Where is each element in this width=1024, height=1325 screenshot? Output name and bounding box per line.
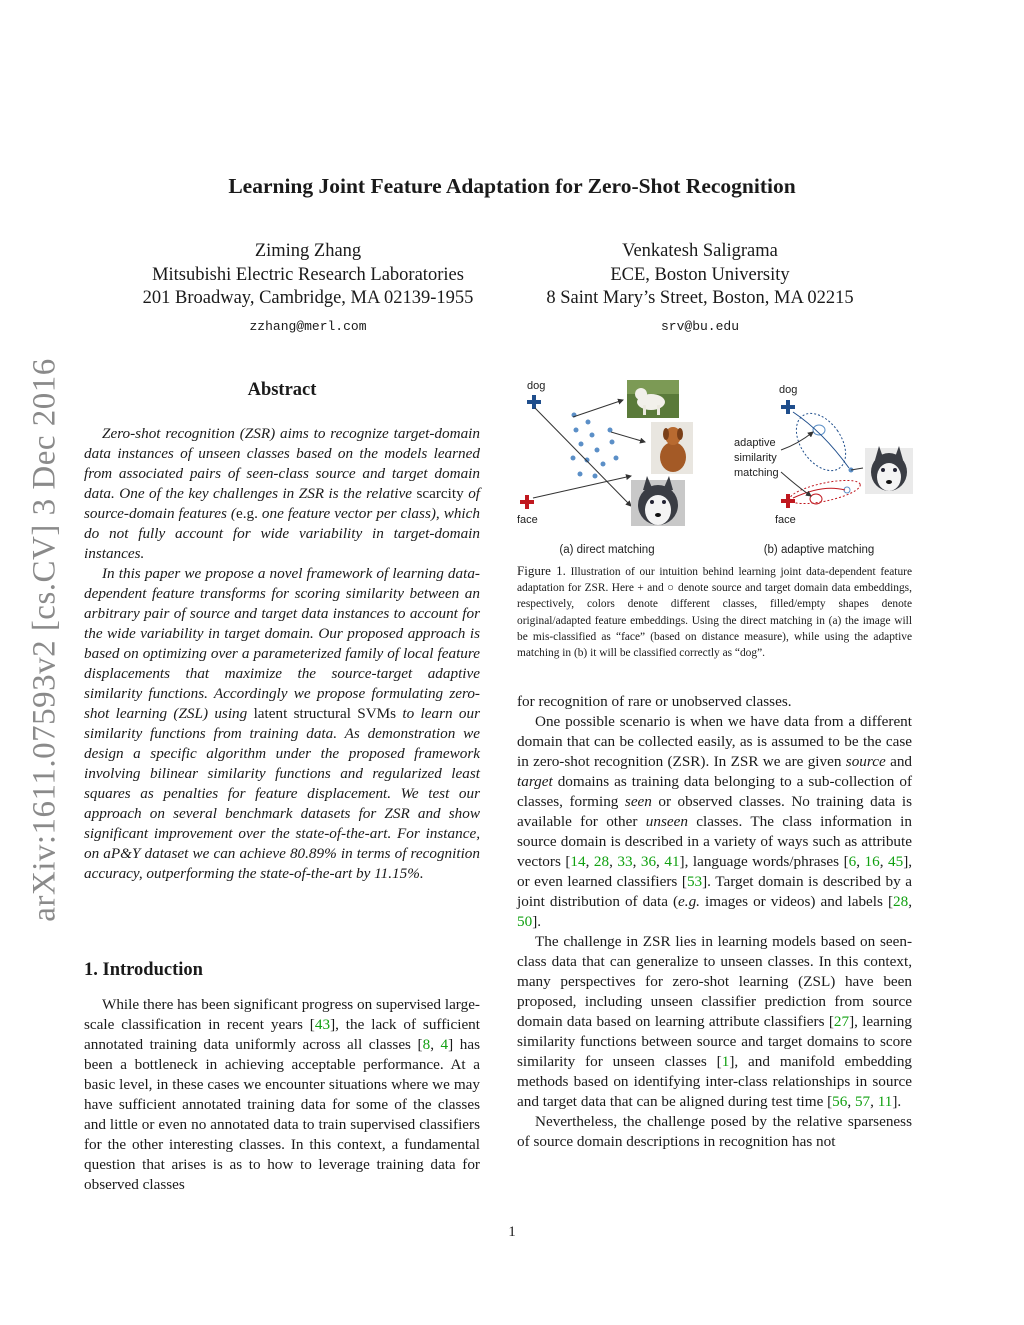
author-block-1 [118, 240, 498, 338]
citation-link[interactable]: 27 [833, 1013, 850, 1030]
author-email[interactable]: srv@bu.edu [660, 318, 739, 334]
arxiv-identifier: arXiv:1611.07593v2 [cs.CV] 3 Dec 2016 [26, 358, 63, 922]
citation-link[interactable]: 16 [864, 853, 880, 870]
subfigure-b-caption: (b) adaptive matching [763, 544, 875, 556]
author-affiliation: Mitsubishi Electric Research Laboratories [152, 264, 464, 285]
citation-link[interactable]: 6 [848, 853, 857, 870]
subfigure-a-caption: (a) direct matching [559, 544, 655, 556]
intro-paragraph-1: While there has been significant progress on supervised large-scale classification in recent years [43], the lack of sufficient annotated training data uniformly across all classes [8, 4] has been a bottleneck in achieving acceptable performance. At a basic level, in these cases we encounter situations where we may have sufficient annotated training data for some of the classes and little or even no annotated data to train supervised classifiers for the other interesting classes. In this context, a fundamental question that arises is as to how to leverage training data for observed classes [84, 996, 481, 1193]
citation-link[interactable]: 43 [314, 1016, 331, 1033]
citation-link[interactable]: 11 [877, 1093, 893, 1110]
author-name: Ziming Zhang [254, 241, 362, 261]
adaptive-label: adaptive [734, 437, 776, 449]
citation-link[interactable]: 50 [517, 913, 533, 930]
citation-link[interactable]: 41 [664, 853, 680, 870]
intro-paragraph-2: One possible scenario is when we have data from a different domain that can be collected easily, as is assumed to be the case in zero-shot recognition (ZSR). In ZSR we are given source and target domains as training data belonging to a sub-collection of classes, forming seen or observed classes. No training data is available for other unseen classes. The class information in source domain is described in a variety of ways such as attribute vectors [14, 28, 33, 36, 41], language words/phrases [6, 16, 45], or even learned classifiers [53]. Target domain is described by a joint distribution of data (e.g. images or videos) and labels [28, 50]. [517, 713, 913, 930]
face-label-b: face [775, 514, 796, 526]
white-dog-image [627, 380, 679, 418]
dog-source-plus-icon-a [527, 395, 541, 409]
figure-label: Figure 1. [517, 563, 566, 578]
page-number: 1 [508, 1224, 516, 1240]
intro-paragraph-3: The challenge in ZSR lies in learning models based on seen-class data that can generalize to unseen classes. In this context, many perspectives for zero-shot learning (ZSL) have been proposed, including unseen classifier prediction from source domain data based on learning attribute classifiers [27], learning similarity functions between source and target domains to score similarity for unseen classes [1], and manifold embedding methods based on identifying inter-class relationships in source and target data that can be aligned during test time [56, 57, 11]. [517, 933, 913, 1110]
husky-image-a [631, 476, 685, 526]
citation-link[interactable]: 8 [422, 1036, 431, 1053]
abstract-paragraph-2: In this paper we propose a novel framework of learning data-dependent feature transforms for scoring similarity between an arbitrary pair of source and target data instances to account for the wide variability in target domain. Our proposed approach is based on optimizing over a parameterized family of local feature displacements that maximize the source-target adaptive similarity functions. Accordingly we propose formulating zero-shot learning (ZSL) using latent structural SVMs to learn our similarity functions from training data. As demonstration we design a specific algorithm under the proposed framework involving bilinear similarity functions and regularized least squares as penalties for feature displacement. We test our approach on several benchmark datasets for ZSR and show significant improvement over the state-of-the-art. For instance, on aP&Y dataset we can achieve 80.89% in terms of recognition accuracy, outperforming the state-of-the-art by 11.15%. [84, 565, 481, 882]
citation-link[interactable]: 45 [888, 853, 904, 870]
dog-label-b: dog [779, 384, 798, 396]
citation-link[interactable]: 4 [440, 1036, 449, 1053]
citation-link[interactable]: 33 [617, 853, 633, 870]
husky-image-b [865, 446, 913, 494]
citation-link[interactable]: 1 [721, 1053, 730, 1070]
figure-1-caption: Figure 1. Illustration of our intuition behind learning joint data-dependent feature adaptation for ZSR. Here + and ○ denote source and target domain data embeddings, respectively, colors denote different classes, filled/empty shapes denote original/adapted feature embeddings. Using the direct matching in (a) the image will be mis-classified as “face” (based on distance measure), while using the adaptive matching in (b) it will be classified correctly as “dog”. [517, 563, 912, 660]
citation-link[interactable]: 14 [570, 853, 586, 870]
citation-link[interactable]: 57 [854, 1093, 871, 1110]
citation-link[interactable]: 28 [593, 853, 610, 870]
matching-label: matching [734, 467, 779, 479]
abstract-heading: Abstract [247, 380, 317, 400]
adaptive-matching-shapes [781, 404, 863, 508]
abstract-paragraph-1: Zero-shot recognition (ZSR) aims to recognize target-domain data instances of unseen classes based on the models learned from associated pairs of seen-class source and target domain data. One of the key challenges in ZSR is the relative scarcity of source-domain features (e.g. one feature vector per class), which do not fully account for wide variability in target-domain instances. [84, 425, 481, 562]
author-affiliation: ECE, Boston University [610, 264, 790, 285]
citation-link[interactable]: 36 [640, 853, 657, 870]
citation-link[interactable]: 53 [686, 873, 703, 890]
author-email[interactable]: zzhang@merl.com [249, 318, 367, 334]
paper-title: Learning Joint Feature Adaptation for Zero-Shot Recognition [228, 174, 796, 198]
intro-paragraph-4: Nevertheless, the challenge posed by the relative sparseness of source domain descriptions in recognition has not [517, 1113, 912, 1150]
figure-1-diagram [513, 372, 913, 562]
introduction-right-column [517, 692, 912, 1152]
similarity-label: similarity [734, 452, 777, 464]
citation-link[interactable]: 56 [832, 1093, 848, 1110]
face-source-plus-icon-b [781, 494, 795, 508]
author-block-2 [510, 240, 890, 338]
face-source-plus-icon-a [520, 495, 534, 509]
dog-label-a: dog [527, 380, 546, 392]
abstract-body [84, 424, 480, 884]
face-label-a: face [517, 514, 538, 526]
intro-continuation: for recognition of rare or unobserved classes. [517, 693, 792, 710]
author-name: Venkatesh Saligrama [622, 241, 778, 261]
author-address: 8 Saint Mary’s Street, Boston, MA 02215 [546, 288, 854, 308]
introduction-left-column [84, 995, 480, 1195]
author-address: 201 Broadway, Cambridge, MA 02139-1955 [142, 288, 474, 308]
introduction-heading: 1. Introduction [84, 960, 203, 980]
citation-link[interactable]: 28 [893, 893, 909, 910]
brown-dog-image [651, 422, 693, 474]
dog-source-plus-icon-b [781, 400, 795, 414]
